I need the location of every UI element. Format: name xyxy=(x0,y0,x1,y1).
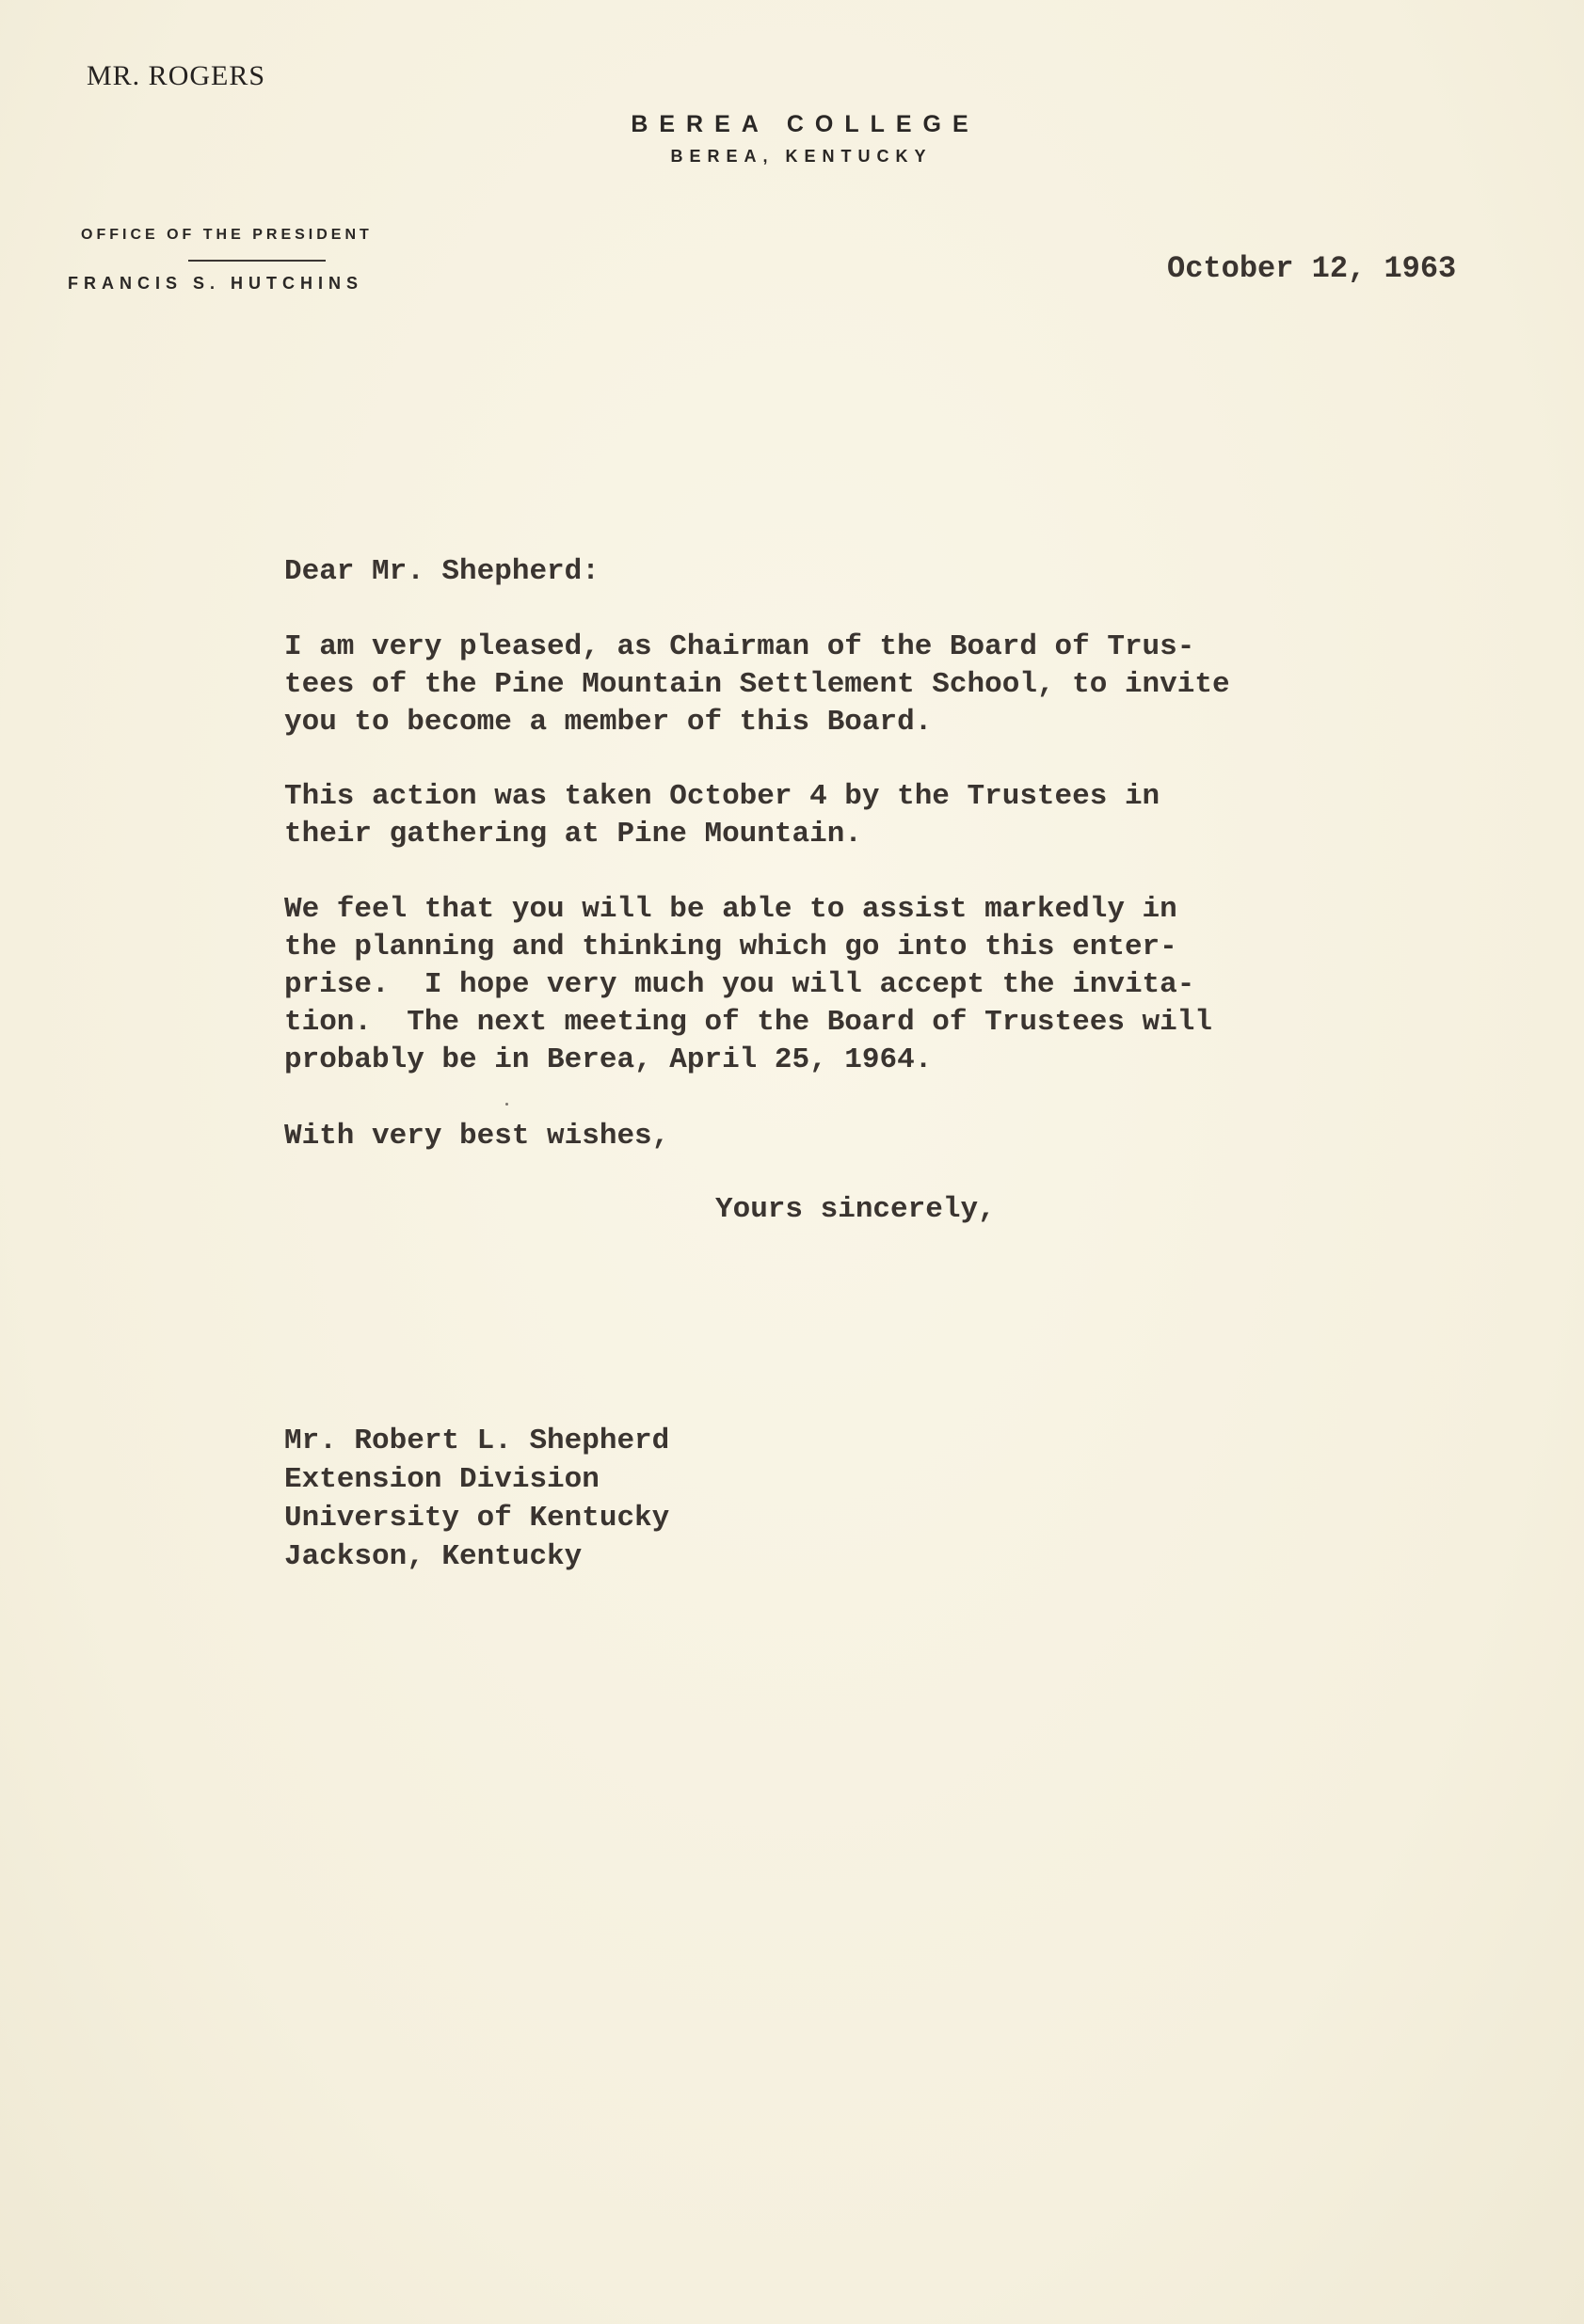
recipient-university: University of Kentucky xyxy=(284,1502,670,1535)
paragraph-line: We feel that you will be able to assist markedly in xyxy=(284,893,1177,926)
recipient-address xyxy=(284,1422,669,1576)
letterhead-president: FRANCIS S. HUTCHINS xyxy=(68,274,364,293)
paragraph-action xyxy=(284,778,1414,853)
letterhead-institution: BEREA COLLEGE xyxy=(631,111,980,137)
letterhead-divider xyxy=(188,260,326,262)
paragraph-line: you to become a member of this Board. xyxy=(284,706,933,739)
letterhead-office: OFFICE OF THE PRESIDENT xyxy=(81,227,373,243)
letter-date: October 12, 1963 xyxy=(1167,251,1457,286)
paragraph-line: I am very pleased, as Chairman of the Board of Trus- xyxy=(284,630,1195,663)
paragraph-line: This action was taken October 4 by the Trustees in xyxy=(284,780,1160,813)
paper-speck xyxy=(505,1103,508,1106)
paragraph-line: tion. The next meeting of the Board of Trustees will xyxy=(284,1006,1212,1039)
paragraph-invitation xyxy=(284,629,1414,741)
letterhead-location: BEREA, KENTUCKY xyxy=(670,147,933,166)
paragraph-line: their gathering at Pine Mountain. xyxy=(284,818,862,851)
paragraph-line: prise. I hope very much you will accept the invita- xyxy=(284,968,1195,1001)
paragraph-line: the planning and thinking which go into this enter- xyxy=(284,931,1177,963)
signoff: Yours sincerely, xyxy=(715,1193,996,1226)
handwritten-annotation: MR. ROGERS xyxy=(87,60,266,91)
closing-line: With very best wishes, xyxy=(284,1120,670,1153)
paragraph-line: tees of the Pine Mountain Settlement School, to invite xyxy=(284,668,1230,701)
paragraph-meeting xyxy=(284,891,1414,1079)
recipient-name: Mr. Robert L. Shepherd xyxy=(284,1425,670,1457)
paragraph-line: probably be in Berea, April 25, 1964. xyxy=(284,1043,933,1076)
salutation: Dear Mr. Shepherd: xyxy=(284,555,600,588)
recipient-division: Extension Division xyxy=(284,1463,600,1496)
recipient-city: Jackson, Kentucky xyxy=(284,1540,583,1573)
